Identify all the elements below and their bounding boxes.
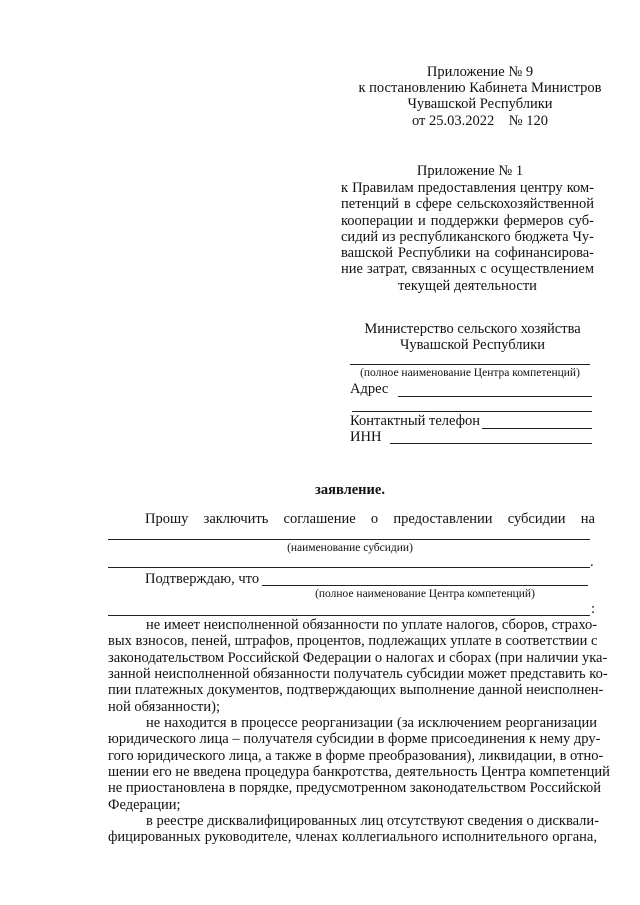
paragraph-line: юридического лица – получателя субсидии в форме присоединения к нему дру- [108, 731, 601, 747]
request-word: соглашение [283, 511, 356, 527]
subsidy-period: . [590, 554, 594, 570]
paragraph-line: вых взносов, пеней, штрафов, процентов, подлежащих уплате в соответствии с [108, 633, 598, 649]
appendix-9-title: Приложение № 9 [426, 64, 534, 80]
phone-field[interactable] [482, 428, 592, 429]
center-fullname-field[interactable] [350, 364, 590, 365]
statement-title: заявление. [315, 482, 385, 498]
paragraph-line: не приостановлена в порядке, предусмотренном законодательством Российской [108, 780, 602, 796]
paragraph-line: пии платежных документов, подтверждающих выполнение данной неисполнен- [108, 682, 604, 698]
subsidy-name-field-line2[interactable] [108, 567, 590, 568]
paragraph-line: не имеет неисполненной обязанности по уплате налогов, сборов, страхо- [146, 617, 598, 633]
date-number-line: от 25.03.2022 № 120 [412, 113, 548, 129]
appendix-1-line: вашской Республики на софинансирова- [341, 245, 594, 262]
request-word: о [370, 511, 379, 527]
request-word: Прошу [145, 511, 189, 527]
appendix-1-body [341, 180, 594, 294]
phone-label: Контактный телефон [350, 413, 481, 429]
paragraph-line: фицированных руководителе, членах коллегиального исполнительного органа, [108, 829, 597, 845]
confirm-center-caption: (полное наименование Центра компетенций) [315, 588, 535, 600]
request-line [145, 511, 595, 527]
address-label: Адрес [350, 381, 389, 397]
paragraph-line: законодательством Российской Федерации о налогах и сборах (при наличии ука- [108, 650, 608, 666]
appendix-1-line: ние затрат, связанных с осуществлением [341, 261, 594, 278]
paragraph-line: Федерации; [108, 797, 181, 813]
confirm-colon: : [591, 601, 596, 617]
request-word: заключить [203, 511, 269, 527]
address-field[interactable] [398, 396, 592, 397]
appendix-1-line: сидий из республиканского бюджета Чу- [341, 228, 594, 245]
paragraph-line: в реестре дисквалифицированных лиц отсутствуют сведения о дисквали- [146, 813, 599, 829]
inn-field[interactable] [390, 443, 592, 444]
appendix-1-line: кооперации и поддержки фермеров суб- [341, 212, 594, 229]
subsidy-name-field[interactable] [108, 539, 590, 540]
ministry-republic-line: Чувашской Республики [399, 337, 546, 353]
request-word: субсидии [507, 511, 566, 527]
address-field-line2[interactable] [352, 411, 592, 412]
resolution-line: к постановлению Кабинета Министров [358, 80, 602, 96]
confirm-center-field[interactable] [262, 585, 588, 586]
paragraph-line: шении его не введена процедура банкротства, деятельность Центра компетенций [108, 764, 610, 780]
appendix-1-title: Приложение № 1 [416, 163, 524, 179]
paragraph-line: ной обязанности); [108, 699, 221, 715]
ministry-line: Министерство сельского хозяйства [364, 321, 581, 337]
center-fullname-caption: (полное наименование Центра компетенций) [360, 367, 580, 379]
inn-label: ИНН [350, 429, 382, 445]
paragraph-line: не находится в процессе реорганизации (за исключением реорганизации [146, 715, 597, 731]
confirm-center-field-line2[interactable] [108, 615, 590, 616]
appendix-1-line: петенций в сфере сельскохозяйственной [341, 196, 594, 213]
confirm-label: Подтверждаю, что [145, 571, 260, 587]
paragraph-line: гого юридического лица, а также в форме преобразования), ликвидации, в отно- [108, 748, 604, 764]
paragraph-line: занной неисполненной обязанности получатель субсидии может представить ко- [108, 666, 608, 682]
subsidy-name-caption: (наименование субсидии) [287, 542, 413, 554]
appendix-1-line: текущей деятельности [398, 277, 537, 294]
request-word: предоставлении [393, 511, 493, 527]
appendix-1-line: к Правилам предоставления центру ком- [341, 180, 594, 196]
republic-line: Чувашской Республики [407, 96, 553, 112]
request-word: на [580, 511, 595, 527]
